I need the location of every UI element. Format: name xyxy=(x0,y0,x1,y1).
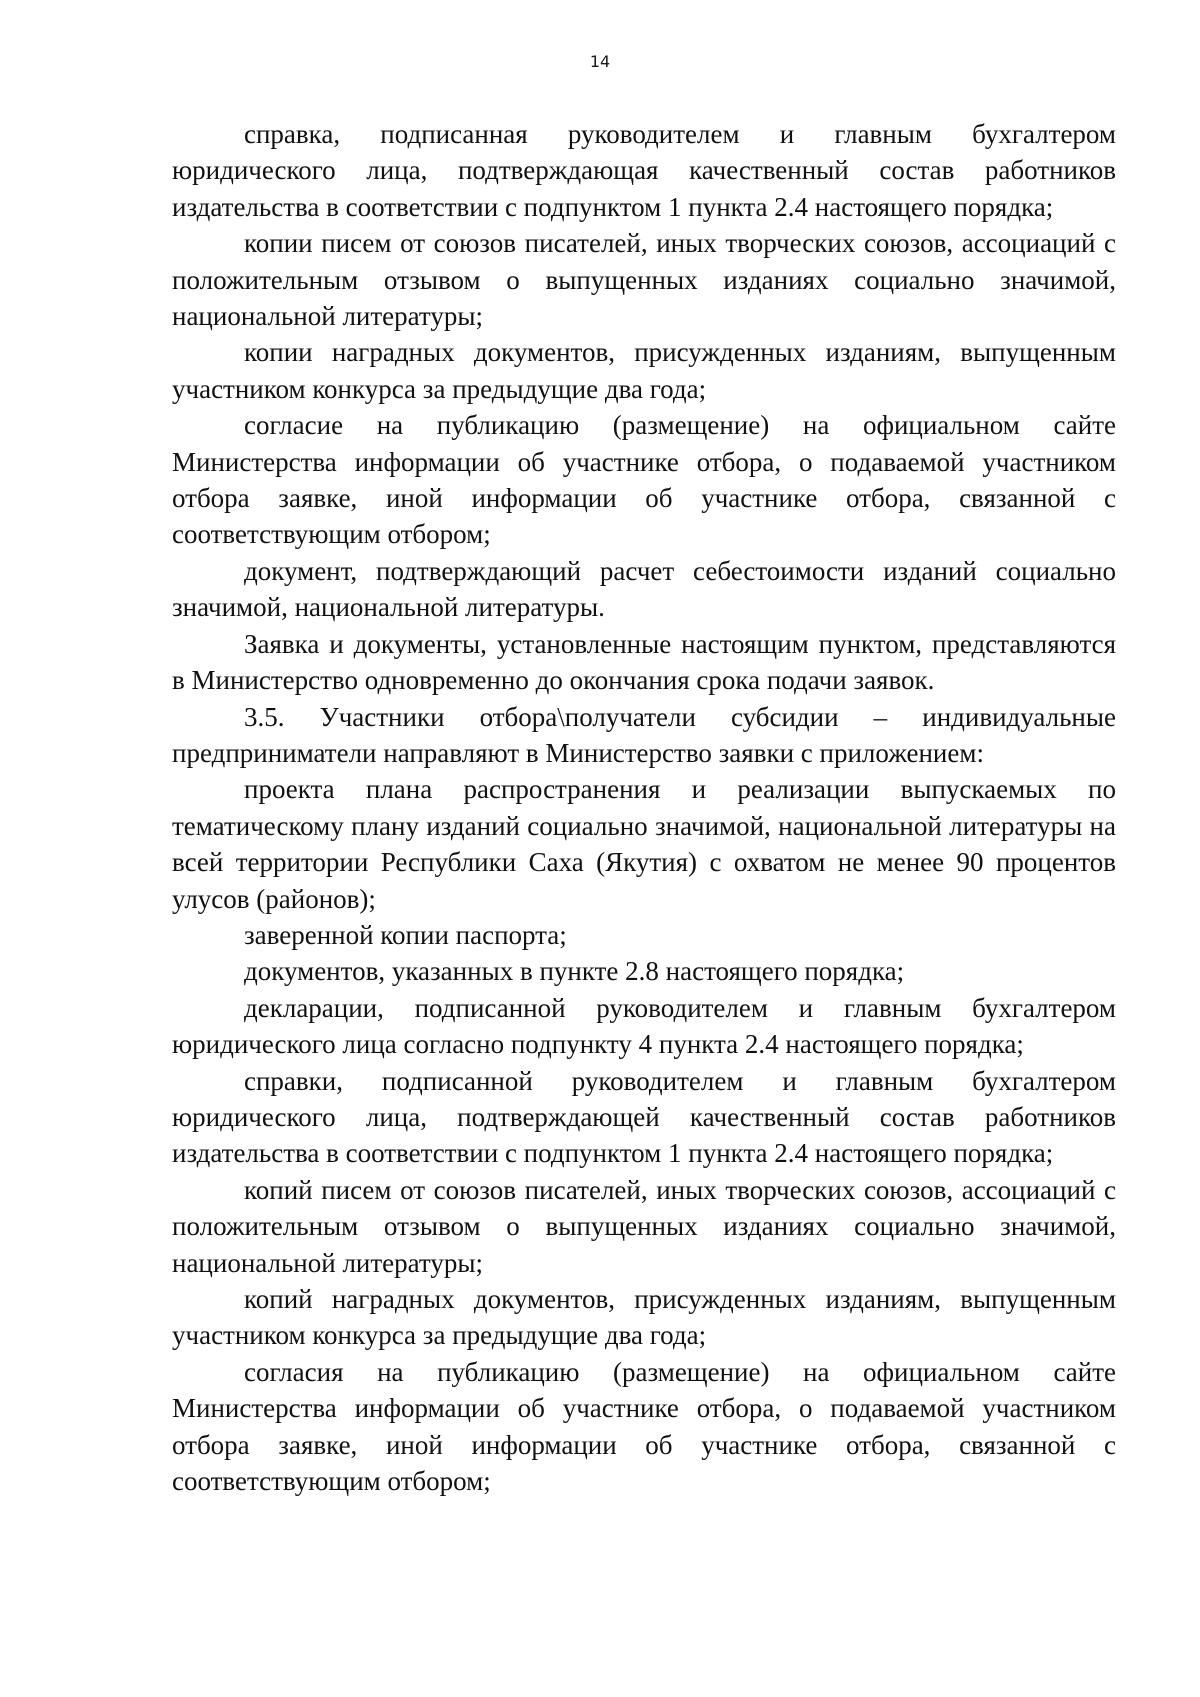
paragraph-distribution-plan: проекта плана распространения и реализации выпускаемых по тематическому плану изданий социально значимой, национальной литературы на всей территории Республики Саха (Якутия) с охватом не менее 90 процентов улусов (районов); xyxy=(172,774,1116,914)
paragraph-cost-calculation: документ, подтверждающий расчет себестоимости изданий социально значимой, национальной литературы. xyxy=(172,555,1116,623)
document-body xyxy=(172,116,1116,1499)
paragraph-section-3-5: 3.5. Участники отбора\получатели субсидии – индивидуальные предприниматели направляют в Министерство заявки с приложением: xyxy=(172,701,1116,768)
paragraph-publication-consent: согласие на публикацию (размещение) на официальном сайте Министерства информации об участнике отбора, о подаваемой участником отбора заявке, иной информации об участнике отбора, связанной с соответствующим отбором; xyxy=(172,410,1116,550)
paragraph-certificate-staff-ip: справки, подписанной руководителем и главным бухгалтером юридического лица, подтверждающей качественный состав работников издательства в соответствии с подпунктом 1 пункта 2.4 настоящего порядка; xyxy=(172,1065,1116,1169)
paragraph-passport-copy: заверенной копии паспорта; xyxy=(244,919,567,950)
paragraph-award-documents-ip: копий наградных документов, присужденных изданиям, выпущенным участником конкурса за предыдущие два года; xyxy=(172,1284,1116,1351)
paragraph-certificate-staff: справка, подписанная руководителем и главным бухгалтером юридического лица, подтверждающая качественный состав работников издательства в соответствии с подпунктом 1 пункта 2.4 настоящего порядка; xyxy=(172,119,1116,222)
paragraph-award-documents: копии наградных документов, присужденных изданиям, выпущенным участником конкурса за предыдущие два года; xyxy=(172,337,1116,404)
paragraph-letters-unions-ip: копий писем от союзов писателей, иных творческих союзов, ассоциаций с положительным отзывом о выпущенных изданиях социально значимой, национальной литературы; xyxy=(172,1174,1116,1278)
paragraph-submission-rule: Заявка и документы, установленные настоящим пунктом, представляются в Министерство одновременно до окончания срока подачи заявок. xyxy=(172,628,1116,696)
paragraph-declaration: декларации, подписанной руководителем и главным бухгалтером юридического лица согласно подпункту 4 пункта 2.4 настоящего порядка; xyxy=(172,992,1116,1060)
paragraph-letters-unions: копии писем от союзов писателей, иных творческих союзов, ассоциаций с положительным отзывом о выпущенных изданиях социально значимой, национальной литературы; xyxy=(172,228,1116,332)
paragraph-publication-consent-ip: согласия на публикацию (размещение) на официальном сайте Министерства информации об участнике отбора, о подаваемой участником отбора заявке, иной информации об участнике отбора, связанной с соответствующим отбором; xyxy=(172,1356,1116,1497)
paragraph-documents-2-8: документов, указанных в пункте 2.8 настоящего порядка; xyxy=(244,956,905,987)
page-number: 14 xyxy=(589,52,611,71)
